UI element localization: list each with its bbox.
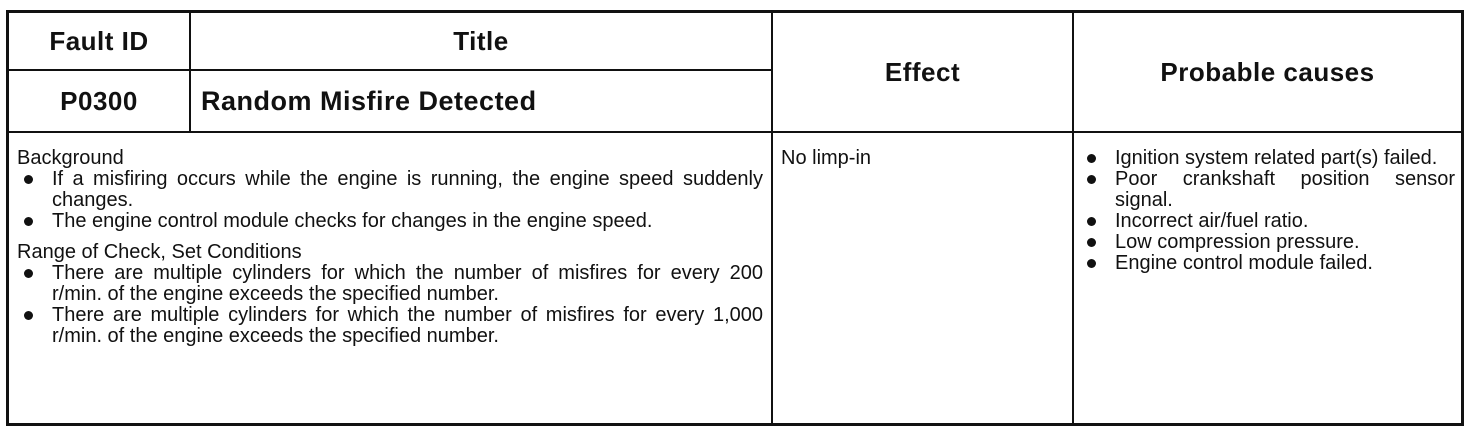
- fault-title-value: Random Misfire Detected: [201, 85, 537, 116]
- description-cell: [17, 148, 763, 418]
- background-item-text: The engine control module checks for changes in the engine speed.: [52, 210, 653, 232]
- fault-code-table: [6, 10, 1464, 426]
- bullet-icon: [1087, 259, 1096, 268]
- title-header: Title: [453, 25, 509, 56]
- cause-item-text: Ignition system related part(s) failed.: [1115, 147, 1438, 169]
- fault-id-header: Fault ID: [49, 25, 149, 56]
- cause-item-text: Incorrect air/fuel ratio.: [1115, 210, 1309, 232]
- cause-item-text: Low compression pressure.: [1115, 231, 1360, 253]
- effect-cell: No limp-in: [781, 147, 872, 169]
- range-of-check-title: Range of Check, Set Conditions: [17, 241, 302, 263]
- background-item-text: If a misfiring occurs while the engine is running, the engine speed suddenly changes.: [52, 168, 763, 211]
- bullet-icon: [1087, 238, 1096, 247]
- cause-item-text: Poor crankshaft position sensor signal.: [1115, 168, 1455, 211]
- causes-cell: [1080, 148, 1455, 274]
- bullet-icon: [1087, 154, 1096, 163]
- bullet-icon: [24, 269, 33, 278]
- range-item: [17, 305, 763, 347]
- background-item: [17, 211, 763, 232]
- header-bottom-border: [9, 131, 1461, 133]
- range-of-check-list: [17, 263, 763, 347]
- cause-item: [1080, 232, 1455, 253]
- cause-item: [1080, 169, 1455, 211]
- effect-header: Effect: [884, 56, 961, 87]
- background-title: Background: [17, 147, 124, 169]
- bullet-icon: [24, 175, 33, 184]
- bullet-icon: [1087, 175, 1096, 184]
- range-item-text: There are multiple cylinders for which the number of misfires for every 1,000 r/min. of the engine exceeds the specified number.: [52, 304, 763, 347]
- background-item: [17, 169, 763, 211]
- range-item-text: There are multiple cylinders for which the number of misfires for every 200 r/min. of the engine exceeds the specified number.: [52, 262, 763, 305]
- cause-item-text: Engine control module failed.: [1115, 252, 1373, 274]
- background-list: [17, 169, 763, 232]
- bullet-icon: [24, 311, 33, 320]
- cause-item: [1080, 211, 1455, 232]
- probable-causes-header: Probable causes: [1160, 56, 1375, 87]
- causes-list: [1080, 148, 1455, 274]
- cause-item: [1080, 148, 1455, 169]
- bullet-icon: [24, 217, 33, 226]
- bullet-icon: [1087, 217, 1096, 226]
- range-item: [17, 263, 763, 305]
- fault-id-value: P0300: [60, 85, 138, 116]
- cause-item: [1080, 253, 1455, 274]
